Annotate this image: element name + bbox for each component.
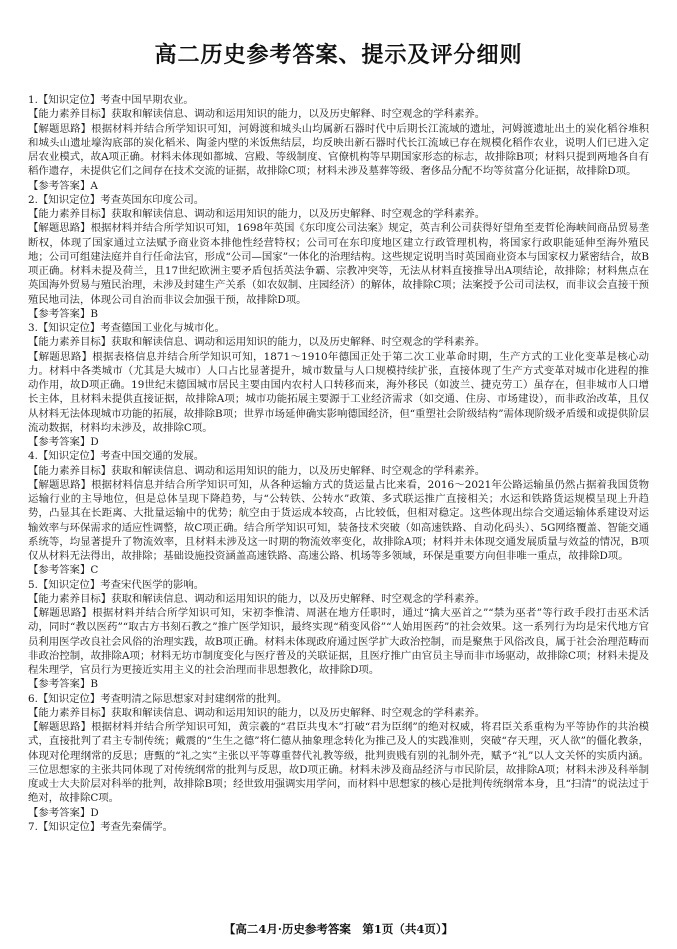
question-4 [28,449,649,577]
ability-target: 【能力素养目标】获取和解读信息、调动和运用知识的能力，以及历史解释、时空观念的学科素养。 [28,706,486,719]
reference-answer: 【参考答案】B [28,678,98,691]
reference-answer: 【参考答案】A [28,179,98,192]
question-1 [28,93,649,193]
question-number: 6. [28,692,38,705]
question-number: 4. [28,450,38,463]
page-title: 高二历史参考答案、提示及评分细则 [154,43,523,68]
solution-idea: 【解题思路】根据表格信息并结合所学知识可知，1871～1910年德国正处于第二次工业革命时期，生产方式的工业化变革是核心动力。材料中各类城市（尤其是大城市）人口占比显著提升，城市数量与人口规模持续扩张，直接体现了生产方式变革对城市化进程的推动作用，故D项正确。19世纪末德国城市居民主要由国内农村人口转移而来，海外移民（如波兰、捷克劳工）虽存在，但非城市人口增长主体，且材料未提供直接证据，故排除A项；城市功能拓展主要源于工业经济需求（如交通、住房、市场建设），而非政治改革，且仅从材料无法体现城市功能的拓展，故排除B项；世界市场延伸确实影响德国经济，但“重塑社会阶级结构”需体现阶级矛盾缓和或提供阶层流动数据，材料均未涉及，故排除C项。 [28,350,649,434]
question-3 [28,321,649,449]
question-6 [28,692,649,820]
solution-idea: 【解题思路】根据材料并结合所学知识可知，1698年英国《东印度公司法案》规定，英吉利公司获得好望角至麦哲伦海峡间商品贸易垄断权，体现了国家通过立法赋予商业资本排他性经营特权；公司可在东印度地区建立行政管理机构，将国家行政职能延伸至海外殖民地；公司可组建法庭并自行任命法官，形成“公司—国家”一体化的治理结构。这些规定说明当时英国商业资本与国家权力紧密结合，故B项正确。材料未提及荷兰，且17世纪欧洲主要矛盾包括英法争霸、宗教冲突等，无法从材料直接推导出A项结论，故排除；材料焦点在英国海外贸易与殖民治理，未涉及封建生产关系（如农奴制、庄园经济）的解体，故排除C项；法案授予公司司法权，而非议会直接干预殖民地司法，体现公司自治而非议会加强干预，故排除D项。 [28,222,649,306]
question-number: 5. [28,578,38,591]
knowledge-point: 【知识定位】考查中国交通的发展。 [37,450,205,463]
ability-target: 【能力素养目标】获取和解读信息、调动和运用知识的能力，以及历史解释、时空观念的学科素养。 [28,336,486,349]
solution-idea: 【解题思路】根据材料信息并结合所学知识可知，从各种运输方式的货运量占比来看，2016～2021年公路运输虽仍然占据着我国货物运输行业的主导地位，但是总体呈现下降趋势，与“公转铁、公转水”政策、多式联运推广直接相关；水运和铁路货运规模呈现上升趋势，凸显其在长距离、大批量运输中的优势；航空由于货运成本较高，占比较低，但相对稳定。这些体现出综合交通运输体系建设对运输效率与环保需求的适应性调整，故C项正确。结合所学知识可知，装备技术突破（如高速铁路、自动化码头）、5G网络覆盖、智能交通系统等，均显著提升了物流效率，且材料未涉及这一时期的物流效率变化，故排除A项；材料并未体现交通发展质量与效益的情况，B项仅从材料无法得出，故排除；基础设施投资涵盖高速铁路、高速公路、机场等多领域，环保是重要方向但非唯一重点，故排除D项。 [28,478,649,562]
ability-target: 【能力素养目标】获取和解读信息、调动和运用知识的能力，以及历史解释、时空观念的学科素养。 [28,464,486,477]
reference-answer: 【参考答案】D [28,436,99,448]
page-footer: 【高二4月·历史参考答案 第1页（共4页）】 [223,922,454,936]
question-number: 3. [28,322,38,334]
knowledge-point: 【知识定位】考查中国早期农业。 [37,94,194,106]
reference-answer: 【参考答案】C [28,564,99,577]
knowledge-point: 【知识定位】考查宋代医学的影响。 [37,578,205,591]
solution-idea: 【解题思路】根据材料并结合所学知识可知，河姆渡和城头山均属新石器时代中后期长江流域的遗址，河姆渡遗址出土的炭化稻谷堆积和城头山遗址壕沟底部的炭化稻米、陶釜内壁的米饭焦结层，均反映出新石器时代长江流域已存在规模化稻作农业，说明人们已进入定居农业模式，故A项正确。材料未体现如都城、宫殿、等级制度、官僚机构等早期国家形态的标志，故排除B项；材料只提到两地各自有稻作遗存，未提供它们之间存在技术交流的证据，故排除C项；材料未涉及墓葬等级、奢侈品分配不均等贫富分化证据，故排除D项。 [28,122,649,178]
knowledge-point: 【知识定位】考查先秦儒学。 [37,820,173,833]
knowledge-point: 【知识定位】考查英国东印度公司。 [37,193,205,206]
knowledge-point: 【知识定位】考查明清之际思想家对封建纲常的批判。 [37,692,288,705]
ability-target: 【能力素养目标】获取和解读信息、调动和运用知识的能力，以及历史解释、时空观念的学科素养。 [28,108,486,121]
knowledge-point: 【知识定位】考查德国工业化与城市化。 [37,322,225,334]
question-5 [28,578,649,692]
question-number: 1. [28,94,38,106]
answer-content [28,93,649,834]
reference-answer: 【参考答案】B [28,307,98,320]
question-2 [28,193,649,321]
question-number: 7. [28,820,38,833]
ability-target: 【能力素养目标】获取和解读信息、调动和运用知识的能力，以及历史解释、时空观念的学科素养。 [28,208,486,220]
ability-target: 【能力素养目标】获取和解读信息、调动和运用知识的能力，以及历史解释、时空观念的学科素养。 [28,592,486,605]
solution-idea: 【解题思路】根据材料并结合所学知识可知，黄宗羲的“君臣共曳木”打破“君为臣纲”的绝对权威，将君臣关系重构为平等协作的共治模式，直接批判了君主专制传统；戴震的“生生之德”将仁德从抽象理念转化为推己及人的实践准则，突破“存天理，灭人欲”的僵化教条，体现对伦理纲常的反思；唐甄的“礼之实”主张以平等尊重替代礼教等级，批判贵贱有别的礼制外壳，赋予“礼”以人文关怀的实质内涵。三位思想家的主张共同体现了对传统纲常的批判与反思，故D项正确。材料未涉及商品经济与市民阶层，故排除A项；材料未涉及科举制度或士大夫阶层对科举的批判，故排除B项；经世致用强调实用学问，而材料中思想家的核心是批判传统纲常本身，且“扫清”的说法过于绝对，故排除C项。 [28,721,649,805]
reference-answer: 【参考答案】D [28,806,99,819]
solution-idea: 【解题思路】根据材料并结合所学知识可知，宋初李惟清、周湛在地方任职时，通过“擒大巫首之”“禁为巫者”等行政手段打击巫术活动，同时“教以医药”“取古方书刻石教之”推广医学知识，最终实现“稍变风俗”“人始用医药”的社会效果。这一系列行为均是宋代地方官员利用医学改良社会风俗的治理实践，故B项正确。材料未体现政府通过医学扩大政治控制，而是聚焦于风俗改良，属于社会治理范畴而非政治控制，故排除A项；材料无坊市制度变化与医疗普及的关联证据，且医疗推广由官员主导而非市场驱动，故排除C项；材料未提及程朱理学，官员行为更接近实用主义的社会治理而非思想教化，故排除D项。 [28,607,649,676]
question-number: 2. [28,193,38,206]
question-7 [28,820,649,834]
